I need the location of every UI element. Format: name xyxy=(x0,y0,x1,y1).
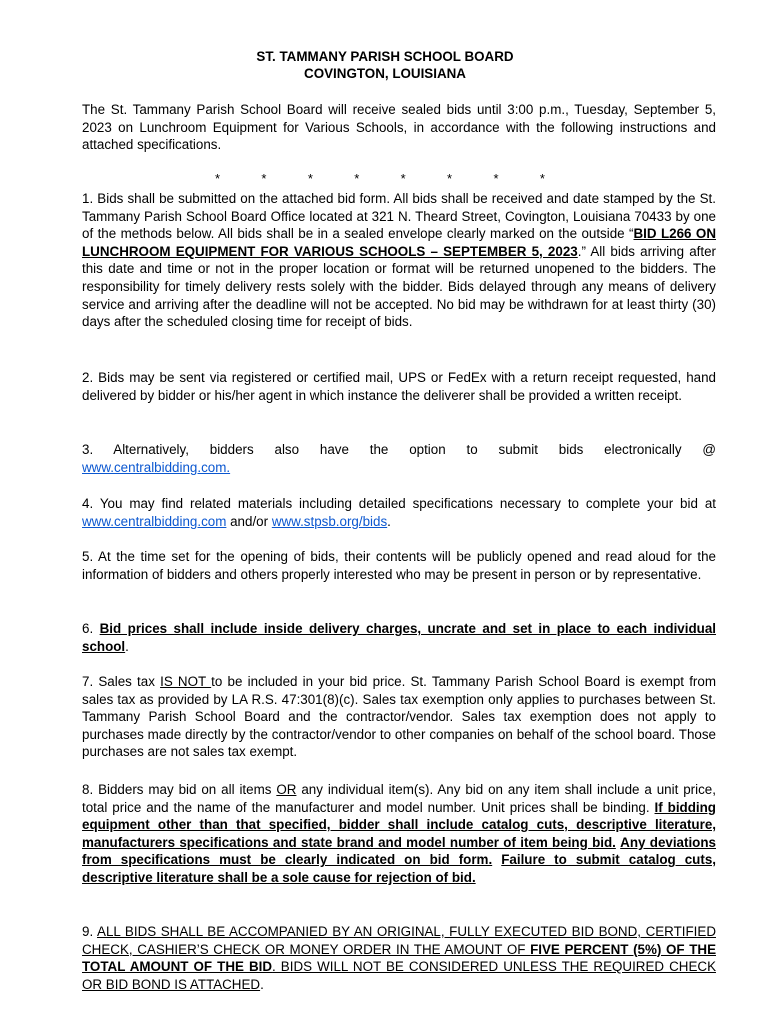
separator-stars xyxy=(215,170,545,188)
p6-num: 6. xyxy=(82,621,100,636)
p8-space-2 xyxy=(492,852,501,867)
document-header xyxy=(0,48,770,83)
star: * xyxy=(307,171,313,186)
paragraph-5: 5. At the time set for the opening of bids, their contents will be publicly opened and read aloud for the information of bidders and others properly interested who may be present in person or by representative. xyxy=(82,549,716,582)
p9-bold-amount: FIVE PERCENT (5%) OF THE TOTAL AMOUNT OF THE BID xyxy=(82,941,716,975)
p8-text-b: any individual item(s). Any bid on any item shall include a unit price, total price and the name of the manufacturer and model number. Unit prices shall be binding. xyxy=(82,782,716,815)
p6-bold-text: Bid prices shall include inside delivery charges, uncrate and set in place to each individual school xyxy=(82,621,717,654)
star: * xyxy=(400,171,406,186)
p9-underlined-2: . BIDS WILL NOT BE CONSIDERED UNLESS THE REQUIRED CHECK OR BID BOND IS ATTACHED xyxy=(82,959,716,992)
p4-stpsb-link[interactable]: www.stpsb.org/bids xyxy=(271,513,388,529)
p9-num: 9. xyxy=(82,924,98,939)
p8-bold-3: Failure to submit catalog cuts, descriptive literature shall be a sole cause for rejection of bid. xyxy=(82,852,716,885)
header-line-2: COVINGTON, LOUISIANA xyxy=(304,66,466,82)
star: * xyxy=(354,171,360,186)
p7-is-not: IS NOT xyxy=(160,674,212,689)
star: * xyxy=(447,171,453,186)
p9-end: . xyxy=(260,976,264,992)
header-line-1: ST. TAMMANY PARISH SCHOOL BOARD xyxy=(256,49,514,64)
p9-underlined-1: ALL BIDS SHALL BE ACCOMPANIED BY AN ORIGINAL, FULLY EXECUTED BID BOND, CERTIFIED CHECK, CASHIER’S CHECK OR MONEY ORDER IN THE AMOUNT OF xyxy=(82,924,716,957)
star: * xyxy=(215,171,221,186)
p7-text-b: to be included in your bid price. St. Tammany Parish School Board is exempt from sales tax as provided by LA R.S. 47:301(8)(c). Sales tax exemption only applies to purchases between St. Tammany Parish School Board and the contractor/vendor. Sales tax exemption does not apply to purchases made directly by the contractor/vendor to other companies on behalf of the school board. Those purchases are not sales tax exempt. xyxy=(82,674,716,760)
paragraph-8 xyxy=(82,781,716,887)
p4-text: 4. You may find related materials including detailed specifications necessary to complete your bid at xyxy=(82,496,716,511)
intro-paragraph: The St. Tammany Parish School Board will receive sealed bids until 3:00 p.m., Tuesday, September 5, 2023 on Lunchroom Equipment for Various Schools, in accordance with the following instructions and attached specifications. xyxy=(82,102,716,153)
p6-end: . xyxy=(125,638,129,654)
p1-text-a: 1. Bids shall be submitted on the attached bid form. All bids shall be received and date stamped by the St. Tammany Parish School Board Office located at 321 N. Theard Street, Covington, Louisiana 70433 by one of the methods below. All bids shall be in a sealed envelope clearly marked on the outside “ xyxy=(82,191,716,242)
p8-or: OR xyxy=(276,782,297,797)
p1-bid-title: BID L266 ON LUNCHROOM EQUIPMENT FOR VARIOUS SCHOOLS – SEPTEMBER 5, 2023 xyxy=(82,226,717,259)
p8-text-a: 8. Bidders may bid on all items xyxy=(82,782,277,797)
star: * xyxy=(493,171,499,186)
paragraph-9 xyxy=(82,923,716,993)
p3-text: 3. Alternatively, bidders also have the option to submit bids electronically @ xyxy=(82,442,716,457)
paragraph-2: 2. Bids may be sent via registered or certified mail, UPS or FedEx with a return receipt requested, hand delivered by bidder or his/her agent in which instance the deliverer shall be provided a written receipt. xyxy=(82,370,716,403)
paragraph-3 xyxy=(82,441,716,476)
paragraph-6 xyxy=(82,620,716,655)
p7-text-a: 7. Sales tax xyxy=(82,674,161,689)
star: * xyxy=(261,171,267,186)
p8-bold-2: Any deviations from specifications must be clearly indicated on bid form. xyxy=(82,834,716,868)
paragraph-4 xyxy=(82,495,716,530)
star: * xyxy=(539,171,545,186)
p8-bold-1: If bidding equipment other than that specified, bidder shall include catalog cuts, descriptive literature, manufacturers specifications and state brand and model number of item being bid. xyxy=(82,799,716,850)
paragraph-7 xyxy=(82,673,716,761)
p4-end: . xyxy=(387,513,391,529)
p1-text-b: .” All bids arriving after this date and time or not in the proper location or format will be returned unopened to the bidders. The responsibility for timely delivery rests solely with the bidder. Bids delayed through any means of delivery service and arriving after the deadline will not be accepted. No bid may be withdrawn for at least thirty (30) days after the scheduled closing time for receipt of bids. xyxy=(82,243,717,330)
p4-centralbidding-link[interactable]: www.centralbidding.com xyxy=(82,513,227,529)
paragraph-1 xyxy=(82,190,716,331)
p4-mid: and/or xyxy=(226,513,272,529)
p3-centralbidding-link[interactable]: www.centralbidding.com. xyxy=(82,459,231,475)
